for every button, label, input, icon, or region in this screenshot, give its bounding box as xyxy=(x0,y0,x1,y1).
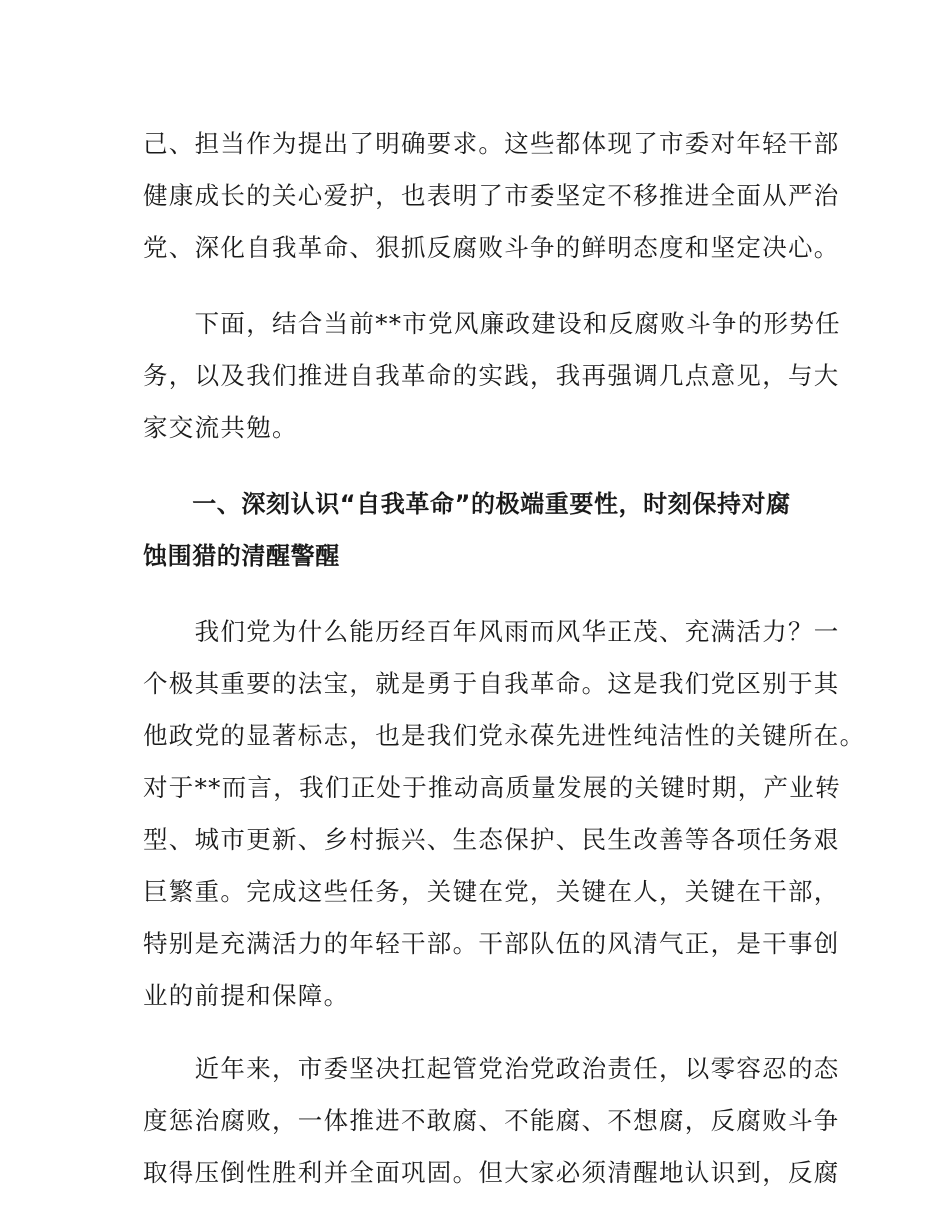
paragraph-recent-years xyxy=(143,1043,840,1199)
heading-line: 蚀围猎的清醒警醒 xyxy=(143,542,340,570)
paragraph-continuation xyxy=(143,118,840,274)
paragraph-gap xyxy=(143,1022,813,1043)
text-line: 对于**而言，我们正处于推动高质量发展的关键时期，产业转 xyxy=(143,773,841,802)
text-line: 特别是充满活力的年轻干部。干部队伍的风清气正，是干事创 xyxy=(143,929,840,958)
section-heading xyxy=(143,478,813,582)
text-line: 型、城市更新、乡村振兴、生态保护、民生改善等各项任务艰 xyxy=(143,825,840,854)
text-line: 党、深化自我革命、狠抓反腐败斗争的鲜明态度和坚定决心。 xyxy=(143,233,840,262)
paragraph-gap xyxy=(143,582,813,606)
text-line: 个极其重要的法宝，就是勇于自我革命。这是我们党区别于其 xyxy=(143,669,840,698)
document-page xyxy=(143,118,866,1199)
text-line: 下面，结合当前**市党风廉政建设和反腐败斗争的形势任 xyxy=(143,309,841,338)
text-line: 己、担当作为提出了明确要求。这些都体现了市委对年轻干部 xyxy=(143,129,840,158)
text-line: 取得压倒性胜利并全面巩固。但大家必须清醒地认识到，反腐 xyxy=(143,1158,840,1187)
paragraph-gap xyxy=(143,274,813,298)
text-line: 我们党为什么能历经百年风雨而风华正茂、充满活力？一 xyxy=(143,617,840,646)
text-line: 业的前提和保障。 xyxy=(143,981,350,1010)
text-line: 他政党的显著标志，也是我们党永葆先进性纯洁性的关键所在。 xyxy=(143,721,866,750)
text-line: 家交流共勉。 xyxy=(143,413,298,442)
text-line: 近年来，市委坚决扛起管党治党政治责任，以零容忍的态 xyxy=(143,1054,840,1083)
text-line: 度惩治腐败，一体推进不敢腐、不能腐、不想腐，反腐败斗争 xyxy=(143,1106,840,1135)
text-line: 巨繁重。完成这些任务，关键在党，关键在人，关键在干部， xyxy=(143,877,840,906)
text-line: 健康成长的关心爱护，也表明了市委坚定不移推进全面从严治 xyxy=(143,181,840,210)
heading-line: 一、深刻认识“自我革命”的极端重要性，时刻保持对腐 xyxy=(143,490,791,518)
paragraph-self-revolution xyxy=(143,606,866,1022)
paragraph-gap xyxy=(143,454,813,478)
paragraph-intro xyxy=(143,298,841,454)
text-line: 务，以及我们推进自我革命的实践，我再强调几点意见，与大 xyxy=(143,361,840,390)
